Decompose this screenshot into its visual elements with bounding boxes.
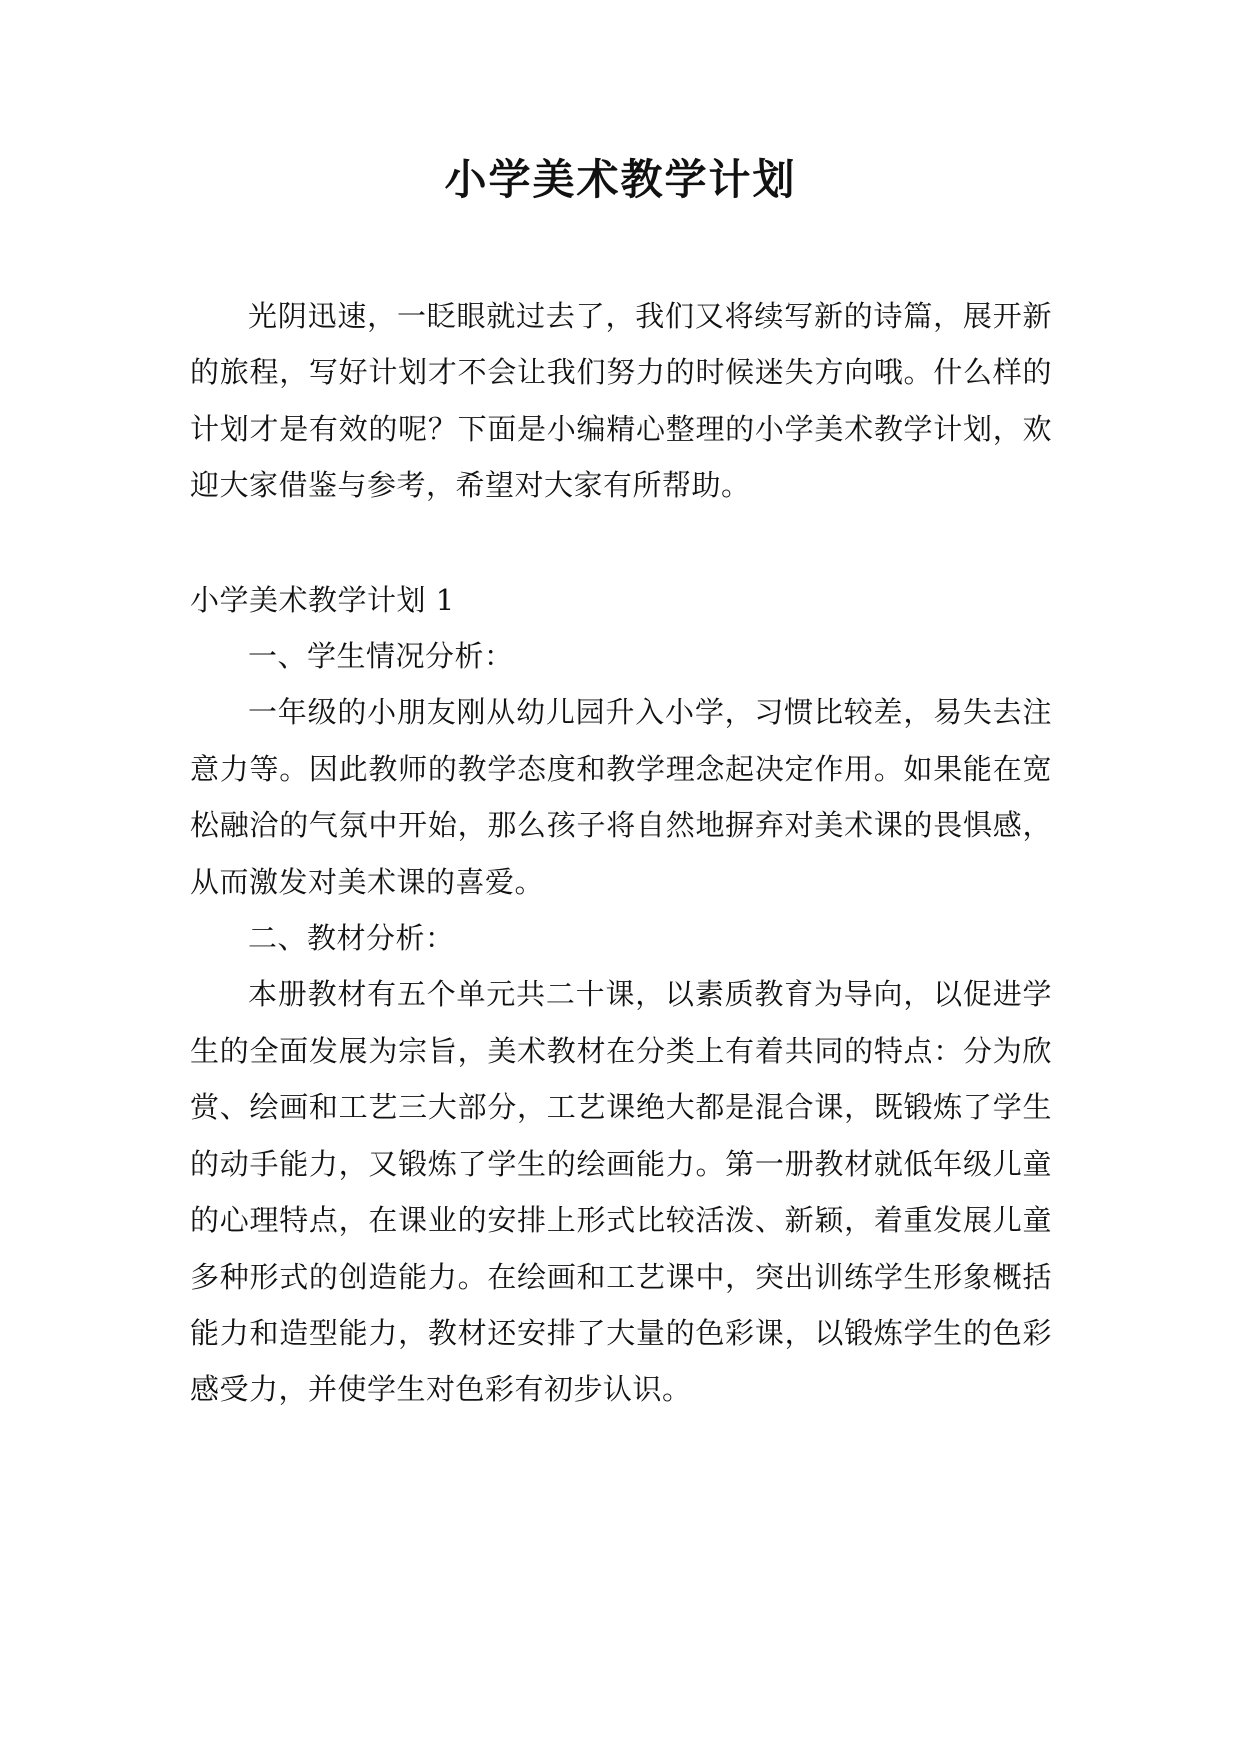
paragraph-spacer [190,514,1052,572]
document-title: 小学美术教学计划 [444,155,797,204]
heading-student-analysis: 一、学生情况分析： [248,639,514,674]
section-title: 小学美术教学计划 1 [190,582,455,617]
heading-textbook-analysis: 二、教材分析： [248,921,455,956]
intro-paragraph: 光阴迅速，一眨眼就过去了，我们又将续写新的诗篇，展开新的旅程，写好计划才不会让我们努力的时候迷失方向哦。什么样的计划才是有效的呢？下面是小编精心整理的小学美术教学计划，欢迎大家借鉴与参考，希望对大家有所帮助。 [190,299,1052,503]
student-analysis-paragraph: 一年级的小朋友刚从幼儿园升入小学，习惯比较差，易失去注意力等。因此教师的教学态度和教学理念起决定作用。如果能在宽松融洽的气氛中开始，那么孩子将自然地摒弃对美术课的畏惧感，从而激发对美术课的喜爱。 [190,695,1052,899]
textbook-analysis-paragraph: 本册教材有五个单元共二十课，以素质教育为导向，以促进学生的全面发展为宗旨，美术教材在分类上有着共同的特点：分为欣赏、绘画和工艺三大部分，工艺课绝大都是混合课，既锻炼了学生的动手能力，又锻炼了学生的绘画能力。第一册教材就低年级儿童的心理特点，在课业的安排上形式比较活泼、新颖，着重发展儿童多种形式的创造能力。在绘画和工艺课中，突出训练学生形象概括能力和造型能力，教材还安排了大量的色彩课，以锻炼学生的色彩感受力，并使学生对色彩有初步认识。 [190,977,1052,1407]
document-body [190,288,1052,1418]
